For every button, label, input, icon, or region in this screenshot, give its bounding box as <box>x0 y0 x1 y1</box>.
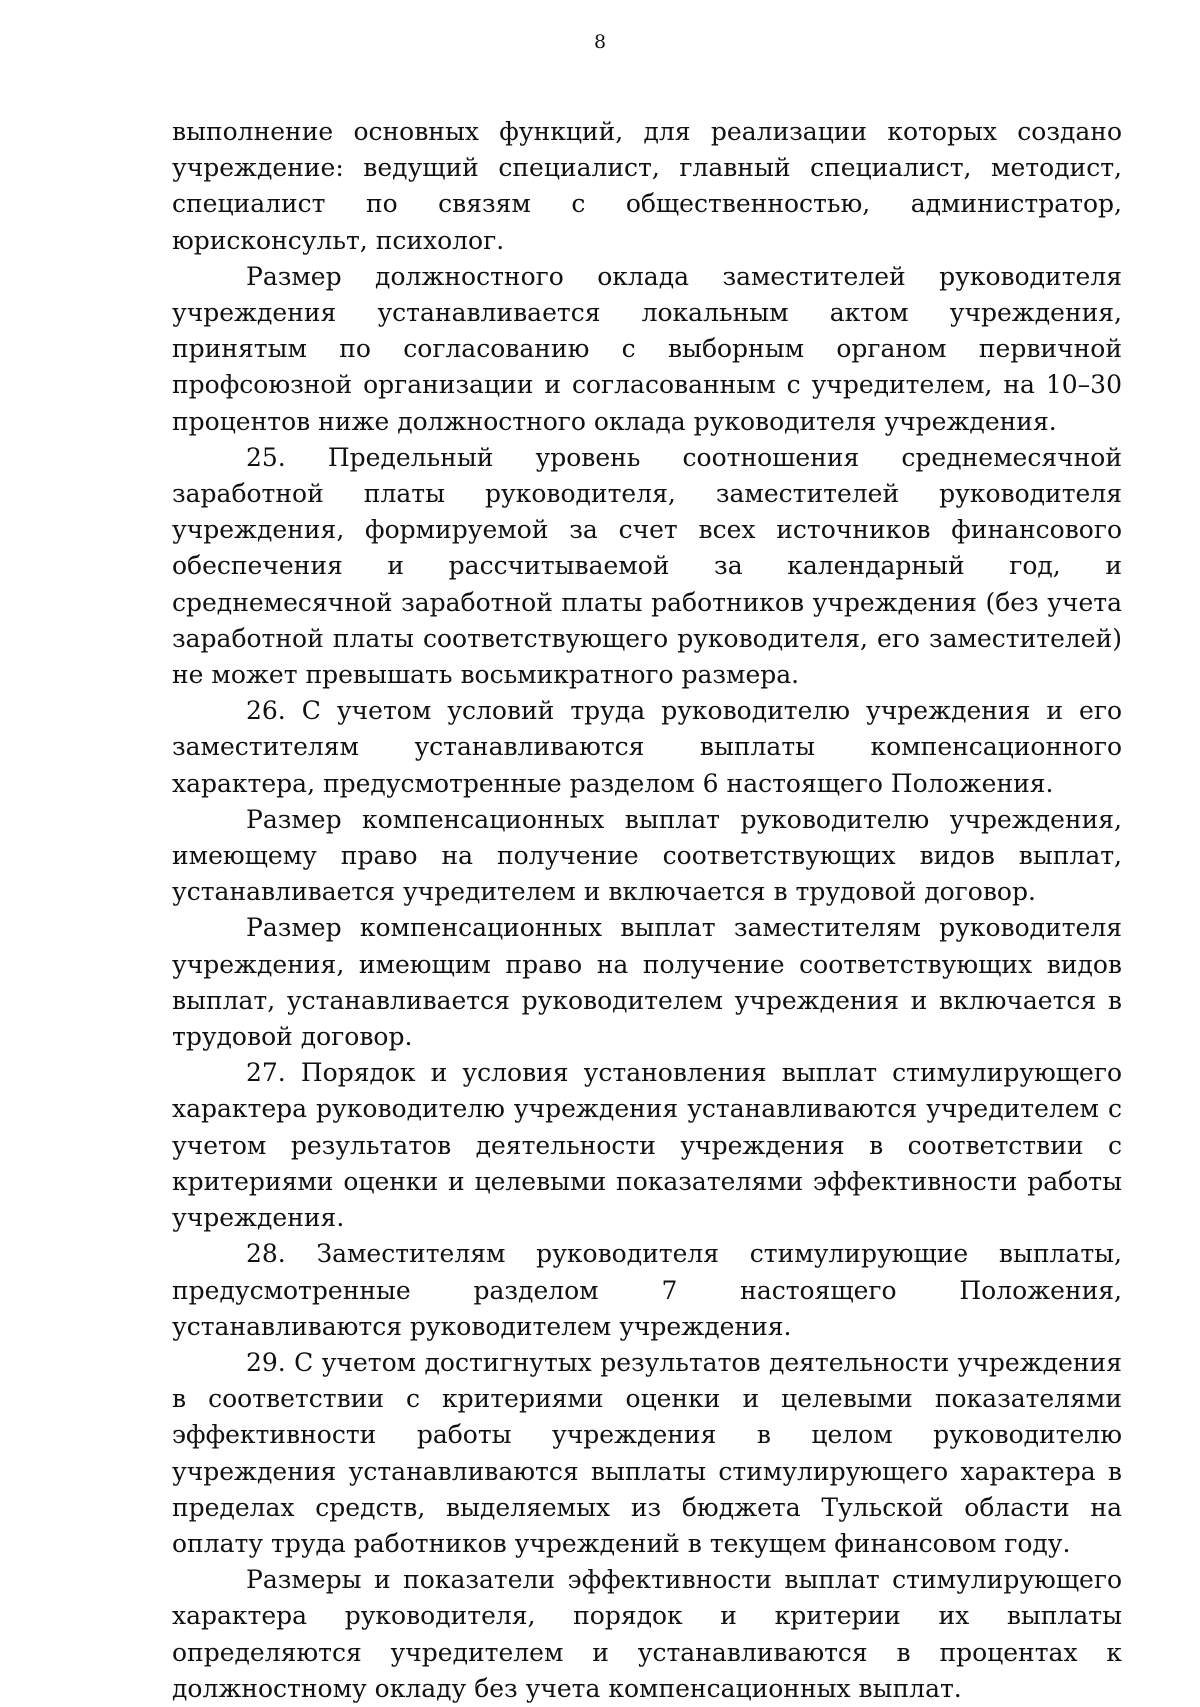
paragraph-29: 29. С учетом достигнутых результатов деятельности учреждения в соответствии с критериями оценки и целевыми показателями эффективности работы учреждения в целом руководителю учреждения устанавливаются выплаты стимулирующего характера в пределах средств, выделяемых из бюджета Тульской области на оплату труда работников учреждений в текущем финансовом году. <box>172 1347 1122 1558</box>
paragraph-28: 28. Заместителям руководителя стимулирующие выплаты, предусмотренные разделом 7 настоящего Положения, устанавливаются руководителем учреждения. <box>172 1239 1122 1341</box>
paragraph-head-compensation: Размер компенсационных выплат руководителю учреждения, имеющему право на получение соответствующих видов выплат, устанавливается учредителем и включается в трудовой договор. <box>172 804 1122 907</box>
paragraph-27: 27. Порядок и условия установления выплат стимулирующего характера руководителю учреждения устанавливаются учредителем с учетом результатов деятельности учреждения в соответствии с критериями оценки и целевыми показателями эффективности работы учреждения. <box>172 1058 1122 1233</box>
paragraph-26: 26. С учетом условий труда руководителю учреждения и его заместителям устанавливаются выплаты компенсационного характера, предусмотренные разделом 6 настоящего Положения. <box>172 696 1122 798</box>
document-body <box>172 114 1122 1707</box>
paragraph-continuation: выполнение основных функций, для реализации которых создано учреждение: ведущий специалист, главный специалист, методист, специалист по связям с общественностью, администратор, юрисконсульт, психолог. <box>172 117 1122 255</box>
paragraph-25: 25. Предельный уровень соотношения среднемесячной заработной платы руководителя, заместителей руководителя учреждения, формируемой за счет всех источников финансового обеспечения и рассчитываемой за календарный год, и среднемесячной заработной платы работников учреждения (без учета заработной платы соответствующего руководителя, его заместителей) не может превышать восьмикратного размера. <box>172 442 1122 690</box>
page-number: 8 <box>593 31 607 53</box>
paragraph-incentive-criteria: Размеры и показатели эффективности выплат стимулирующего характера руководителя, порядок и критерии их выплаты определяются учредителем и устанавливаются в процентах к должностному окладу без учета компенсационных выплат. <box>172 1565 1122 1703</box>
paragraph-deputy-salary: Размер должностного оклада заместителей руководителя учреждения устанавливается локальным актом учреждения, принятым по согласованию с выборным органом первичной профсоюзной организации и согласованным с учредителем, на 10–30 процентов ниже должностного оклада руководителя учреждения. <box>172 261 1122 436</box>
paragraph-deputy-compensation: Размер компенсационных выплат заместителям руководителя учреждения, имеющим право на получение соответствующих видов выплат, устанавливается руководителем учреждения и включается в трудовой договор. <box>172 913 1122 1052</box>
